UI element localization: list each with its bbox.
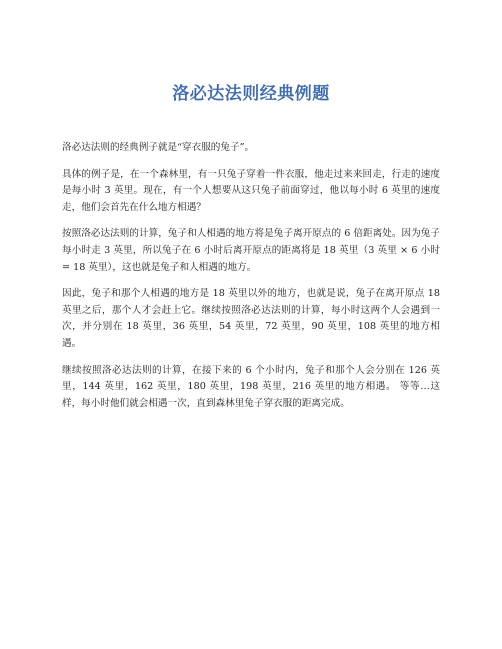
document-title: 洛必达法则经典例题 — [172, 84, 330, 104]
paragraph-conclusion: 因此，兔子和那个人相遇的地方是 18 英里以外的地方，也就是说，兔子在离开原点 18 英里之后，那个人才会赶上它。继续按照洛必达法则的计算，每小时这两个人会遇到一次，并分别在 18 英里，36 英里，54 英里，72 英里，90 英里，108 英里的地方相遇。 — [62, 288, 440, 349]
paragraph-intro: 洛必达法则的经典例子就是“穿衣服的兔子”。 — [62, 142, 255, 153]
document-body — [62, 140, 440, 422]
paragraph-continuation: 继续按照洛必达法则的计算，在接下来的 6 个小时内，兔子和那个人会分别在 126 英里，144 英里，162 英里，180 英里，198 英里，216 英里的地方相遇。 等等…这样，每小时他们就会相遇一次，直到森林里兔子穿衣服的距离完成。 — [62, 364, 440, 409]
paragraph-calculation: 按照洛必达法则的计算，兔子和人相遇的地方将是兔子离开原点的 6 倍距离处。因为兔子每小时走 3 英里，所以兔子在 6 小时后离开原点的距离将是 18 英里（3 英里 × 6 小时 = 18 英里），这也就是兔子和人相遇的地方。 — [62, 228, 440, 273]
paragraph-example: 具体的例子是，在一个森林里，有一只兔子穿着一件衣服，他走过来来回走，行走的速度是每小时 3 英里。现在，有一个人想要从这只兔子前面穿过，他以每小时 6 英里的速度走，他们会首先在什么地方相遇？ — [62, 168, 440, 213]
